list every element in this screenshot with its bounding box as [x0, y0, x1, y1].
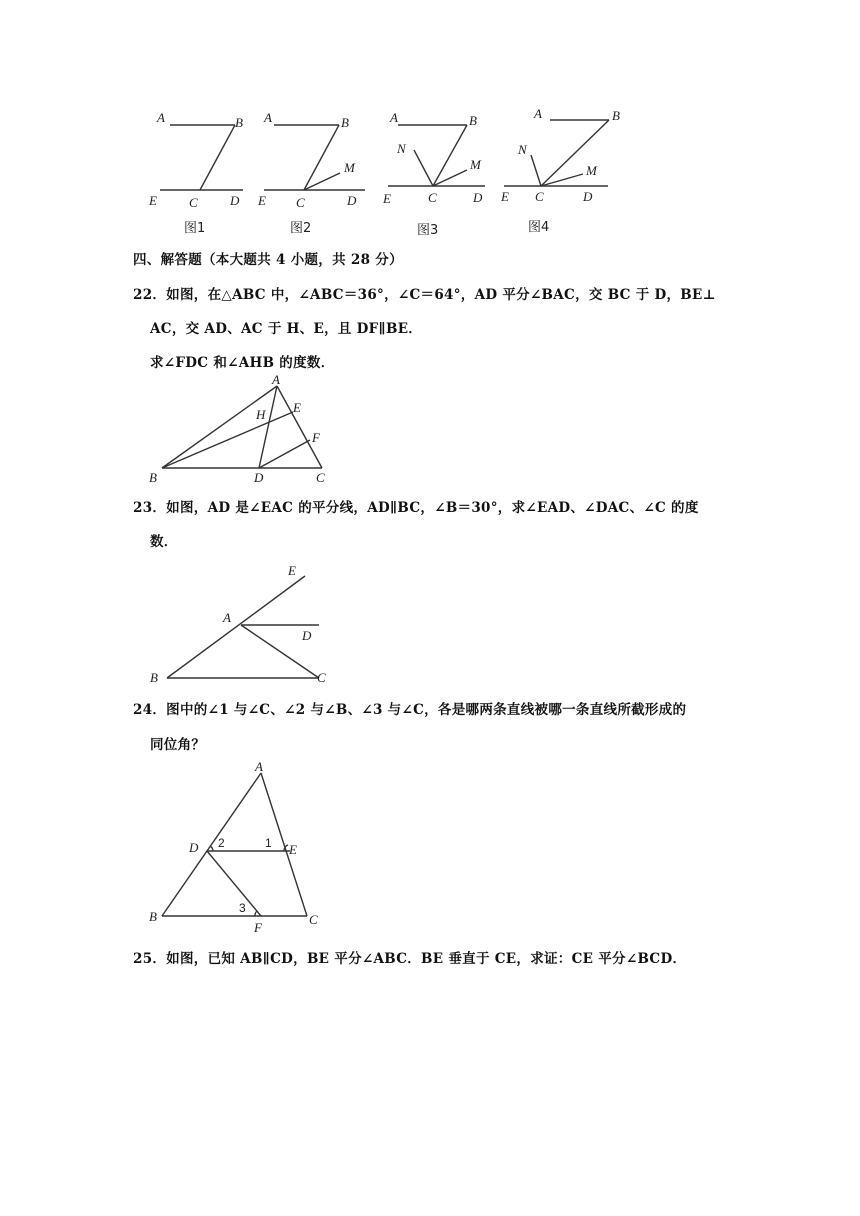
- q23-label-b: B: [150, 670, 158, 685]
- fig4-label-d: D: [583, 189, 593, 204]
- q23-label-e: E: [288, 563, 296, 578]
- q24-angle-3: 3: [239, 901, 246, 915]
- fig4-label-a: A: [534, 106, 542, 121]
- q23-line2: 数．: [150, 534, 178, 550]
- q23-label-c: C: [317, 670, 326, 685]
- fig3-label-a: A: [390, 110, 398, 125]
- fig3-caption: 图3: [417, 223, 439, 238]
- q24-line1: 24．图中的∠1 与∠C、∠2 与∠B、∠3 与∠C，各是哪两条直线被哪一条直线所截形成的: [133, 702, 687, 718]
- figure-4: [500, 106, 620, 235]
- q25-line1: 25．如图，已知 AB∥CD，BE 平分∠ABC．BE 垂直于 CE，求证：CE 平分∠BCD．: [133, 951, 687, 967]
- fig2-label-c: C: [296, 195, 305, 210]
- section-heading: 四、解答题（本大题共 4 小题，共 28 分）: [133, 252, 403, 268]
- q22-label-b: B: [149, 470, 157, 485]
- q24-figure: [140, 755, 340, 940]
- fig3-label-n: N: [397, 141, 406, 156]
- fig4-caption: 图4: [528, 220, 550, 235]
- fig1-label-e: E: [149, 193, 157, 208]
- fig4-label-c: C: [535, 189, 544, 204]
- q24-angle-1: 1: [265, 836, 272, 850]
- q24-label-f: F: [254, 920, 262, 935]
- fig1-label-c: C: [189, 195, 198, 210]
- fig4-label-n: N: [518, 142, 527, 157]
- fig2-label-b: B: [341, 115, 349, 130]
- q24-line2: 同位角？: [150, 737, 206, 753]
- figure-3: [382, 110, 485, 238]
- q22-label-c: C: [316, 470, 325, 485]
- fig3-label-b: B: [469, 113, 477, 128]
- q23-figure: [140, 558, 340, 688]
- q24-label-e: E: [289, 842, 297, 857]
- q23-label-d: D: [302, 628, 312, 643]
- fig3-label-e: E: [383, 191, 391, 206]
- q22-line3: 求∠FDC 和∠AHB 的度数．: [150, 355, 335, 371]
- q23-label-a: A: [223, 610, 231, 625]
- fig2-label-m: M: [344, 160, 355, 175]
- q24-angle-2: 2: [218, 836, 225, 850]
- q22-line2: AC，交 AD、AC 于 H、E，且 DF∥BE．: [150, 321, 423, 337]
- q24-label-d: D: [189, 840, 199, 855]
- q22-label-a: A: [272, 372, 280, 387]
- fig3-label-c: C: [428, 190, 437, 205]
- figure-2: [257, 110, 365, 236]
- q24-label-c: C: [309, 912, 318, 927]
- fig1-label-b: B: [235, 115, 243, 130]
- q22-label-h: H: [256, 407, 266, 422]
- q24-label-b: B: [149, 909, 157, 924]
- top-figures: [140, 100, 660, 245]
- q24-label-a: A: [255, 759, 263, 774]
- fig3-label-d: D: [473, 190, 483, 205]
- fig2-label-e: E: [258, 193, 266, 208]
- q22-figure: [140, 370, 340, 490]
- fig4-label-e: E: [501, 189, 509, 204]
- q22-label-f: F: [312, 430, 320, 445]
- q22-label-d: D: [254, 470, 264, 485]
- fig2-label-a: A: [264, 110, 272, 125]
- fig4-label-b: B: [612, 108, 620, 123]
- fig2-caption: 图2: [290, 221, 312, 236]
- figure-1: [148, 110, 243, 236]
- fig4-label-m: M: [586, 163, 597, 178]
- q23-line1: 23．如图，AD 是∠EAC 的平分线，AD∥BC，∠B＝30°，求∠EAD、∠DAC、∠C 的度: [133, 500, 699, 516]
- fig2-label-d: D: [347, 193, 357, 208]
- q22-label-e: E: [293, 400, 301, 415]
- fig1-caption: 图1: [184, 221, 206, 236]
- fig3-label-m: M: [470, 157, 481, 172]
- fig1-label-a: A: [157, 110, 165, 125]
- fig1-label-d: D: [230, 193, 240, 208]
- q22-line1: 22．如图，在△ABC 中，∠ABC＝36°，∠C＝64°，AD 平分∠BAC，交 BC 于 D，BE⊥: [133, 287, 716, 303]
